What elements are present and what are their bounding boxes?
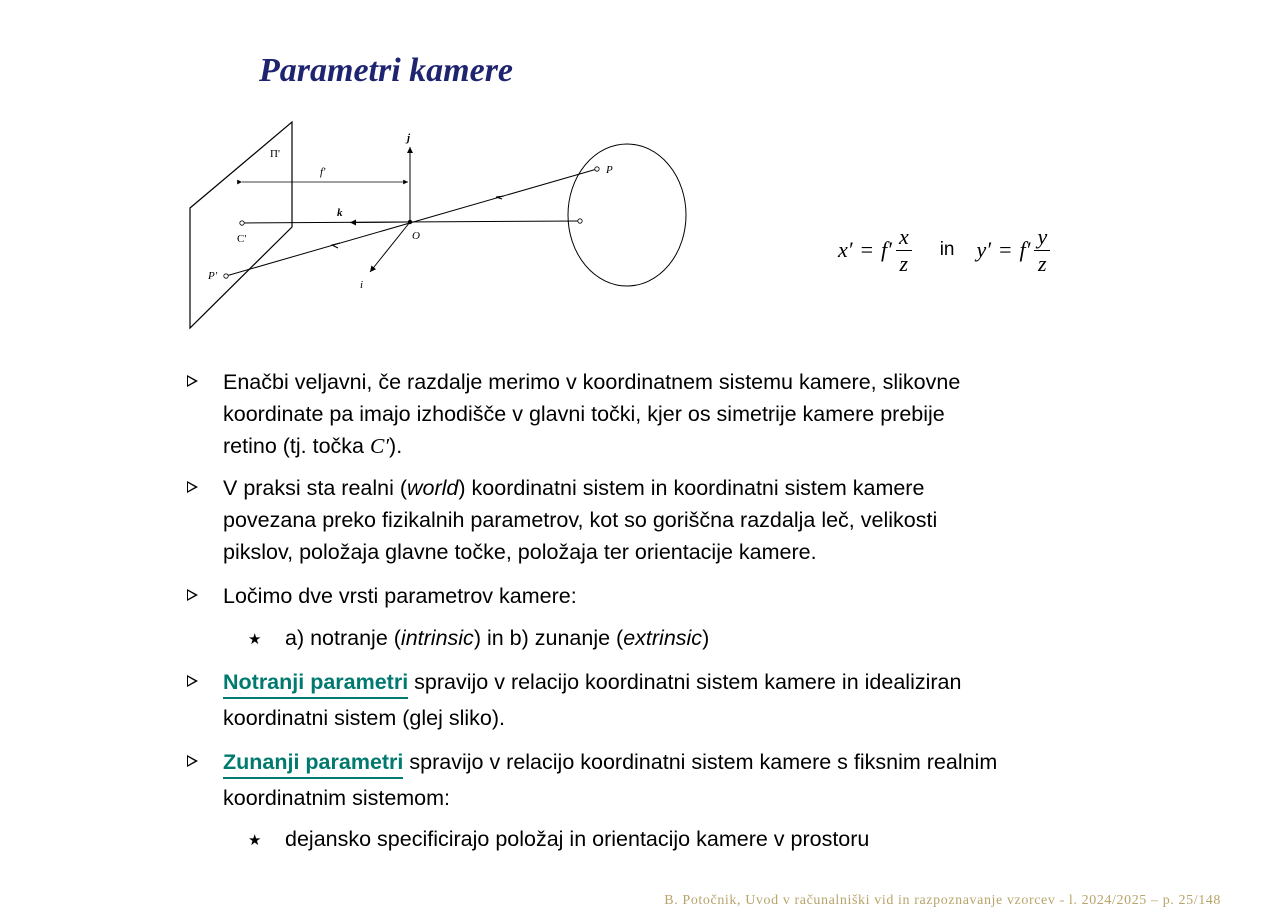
label-c: C': [237, 233, 247, 245]
bullet-1: [223, 366, 1153, 462]
bullet-3-text: Ločimo dve vrsti parametrov kamere:: [223, 584, 577, 608]
k-axis: [350, 222, 410, 223]
triangle-bullet-icon: [187, 375, 198, 387]
bullet-4-line-2: koordinatni sistem (glej sliko).: [223, 706, 505, 730]
bullet-5-sub: [248, 823, 1185, 855]
bullet-2-line-1-post: ) koordinatni sistem in koordinatni sistem kamere: [458, 476, 925, 500]
slide-title: Parametri kamere: [259, 52, 514, 89]
bullet-4-line-1: [223, 666, 1153, 698]
notranji-parametri-link[interactable]: Notranji parametri: [223, 670, 408, 699]
eq-den-x: z: [899, 250, 909, 276]
triangle-bullet-icon: [187, 589, 198, 601]
bullet-1-math: C′: [369, 434, 390, 458]
label-o: O: [412, 230, 420, 242]
label-j: j: [407, 132, 411, 144]
bullet-5-line-1-post: spravijo v relacijo koordinatni sistem kamere s fiksnim realnim: [403, 750, 998, 774]
bullet-4-line-1-post: spravijo v relacijo koordinatni sistem kamere in idealiziran: [408, 670, 962, 694]
triangle-bullet-icon: [187, 481, 198, 493]
label-k: k: [337, 207, 343, 219]
eq-fraction-x: [896, 223, 912, 276]
label-plane: Π': [270, 148, 280, 160]
object-circle: [568, 144, 686, 286]
bullet-1-line-3: [223, 430, 1153, 462]
bullet-2-line-1: [223, 472, 1153, 504]
star-bullet-icon: ★: [248, 831, 262, 849]
bullet-5-line-2: koordinatnim sistemom:: [223, 786, 451, 810]
bullet-1-line-3-post: ).: [389, 434, 403, 458]
eq-f-x: f′: [881, 237, 892, 262]
label-focal: f': [320, 166, 326, 178]
label-p: P: [606, 164, 613, 176]
bullet-5: [223, 746, 1153, 814]
bullet-3-sub-post: ): [702, 626, 710, 650]
triangle-bullet-icon: [187, 675, 198, 687]
label-p-prime: P': [208, 270, 218, 282]
slide-footer: B. Potočnik, Uvod v računalniški vid in razpoznavanje vzorcev - l. 2024/2025 – p. 25/148: [664, 893, 1221, 908]
label-i: i: [360, 279, 364, 291]
projection-equation: [838, 220, 1050, 280]
triangle-bullet-icon: [187, 755, 198, 767]
bullet-2-line-3: pikslov, položaja glavne točke, položaja ter orientacije kamere.: [223, 540, 817, 564]
eq-conjunction: in: [939, 239, 955, 260]
point-p: [595, 167, 599, 171]
eq-den-y: z: [1038, 250, 1047, 276]
bullet-2: [223, 472, 1153, 568]
bullet-2-em: world: [407, 476, 459, 500]
bullet-5-sub-text: dejansko specificirajo položaj in orientacijo kamere v prostoru: [285, 827, 870, 851]
bullet-2-line-1-pre: V praksi sta realni (: [223, 476, 408, 500]
bullet-1-line-2: koordinate pa imajo izhodišče v glavni točki, kjer os simetrije kamere prebije: [223, 402, 945, 426]
eq-lhs-y: y′: [976, 237, 992, 262]
eq-fraction-y: [1034, 223, 1050, 276]
i-axis: [370, 222, 410, 272]
bullet-3-sub-mid: ) in b) zunanje (: [473, 626, 624, 650]
bullet-3-sub-em-2: extrinsic: [623, 626, 703, 650]
point-p-prime: [224, 274, 228, 278]
point-axis-end: [578, 219, 582, 223]
bullet-3-sub-em-1: intrinsic: [400, 626, 474, 650]
eq-num-x: x: [896, 226, 912, 251]
eq-sign: =: [860, 237, 873, 262]
eq-sign-2: =: [999, 237, 1012, 262]
bullet-3: [223, 580, 1153, 612]
point-c: [240, 221, 244, 225]
point-o: [408, 220, 412, 224]
eq-lhs-x: x′: [838, 237, 853, 262]
eq-num-y: y: [1034, 226, 1050, 251]
zunanji-parametri-link[interactable]: Zunanji parametri: [223, 750, 403, 779]
eq-f-y: f′: [1019, 237, 1031, 262]
bullet-1-line-1: Enačbi veljavni, če razdalje merimo v koordinatnem sistemu kamere, slikovne: [223, 370, 961, 394]
bullet-3-sub-pre: a) notranje (: [285, 626, 401, 650]
pinhole-camera-diagram: [180, 115, 700, 340]
bullet-2-line-2: povezana preko fizikalnih parametrov, kot so goriščna razdalja leč, velikosti: [223, 508, 938, 532]
bullet-5-line-1: [223, 746, 1153, 778]
bullet-1-line-3-pre: retino (tj. točka: [223, 434, 370, 458]
bullet-3-sub: [248, 622, 1185, 654]
star-bullet-icon: ★: [248, 630, 262, 648]
bullet-4: [223, 666, 1153, 734]
